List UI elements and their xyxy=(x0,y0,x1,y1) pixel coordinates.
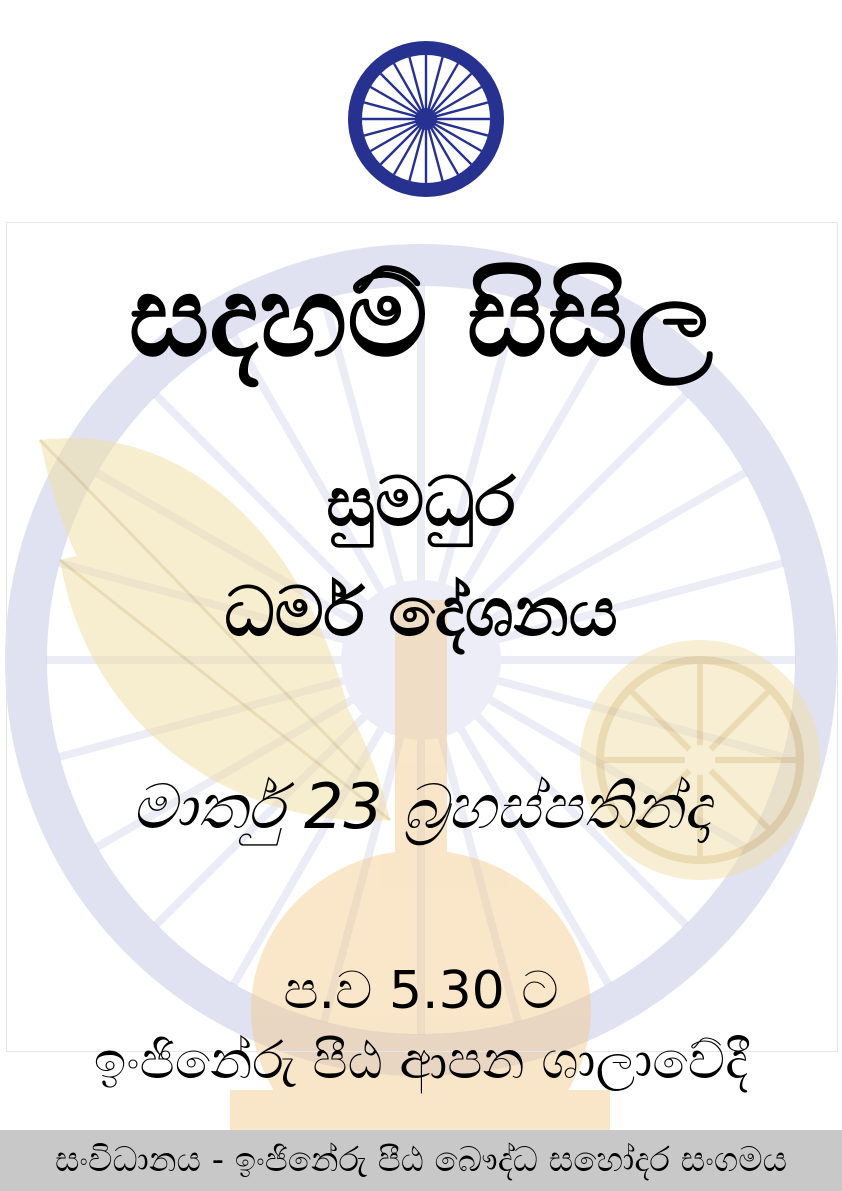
event-venue: ඉංජිනේරු පීඨ ආපන ශාලාවේදී xyxy=(93,1031,749,1091)
poster-title: සදහම් සිසිල xyxy=(128,252,714,382)
event-date: මාර්තු 23 බ්‍රහස්පතින්දා xyxy=(131,770,711,843)
sermon-subtitle-line1: සුමධුර xyxy=(326,463,516,542)
event-time: ප.ව 5.30 ට xyxy=(283,961,559,1021)
organizer-footer: සංවිධානය - ඉංජිනේරු පීඨ බෞද්ධ සහෝදර සංගමය xyxy=(0,1130,842,1191)
dharma-wheel-icon xyxy=(342,35,510,203)
sermon-subtitle-line2: ධර්ම දේශනය xyxy=(224,573,618,652)
